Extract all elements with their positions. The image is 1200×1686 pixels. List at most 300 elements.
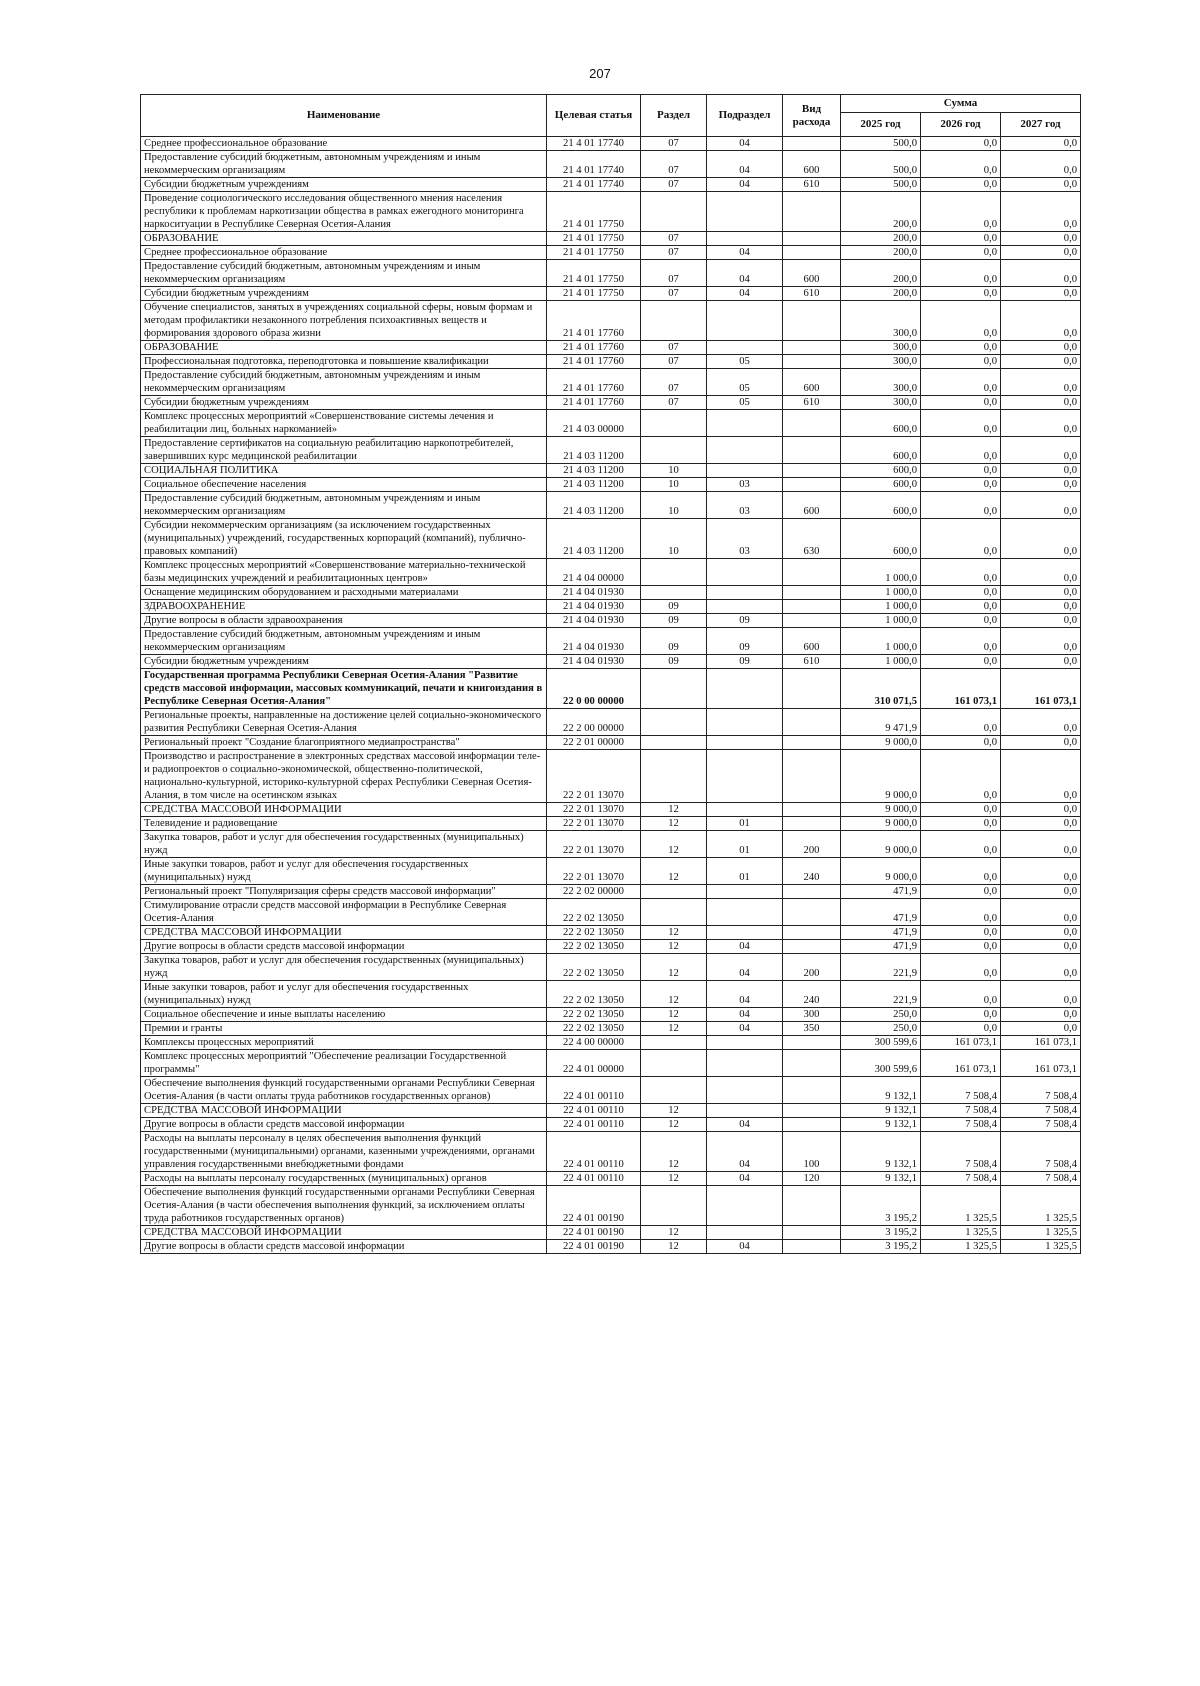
cell-2027: 0,0 [1001, 1022, 1081, 1036]
cell-target: 21 4 03 11200 [547, 519, 641, 559]
cell-section [641, 899, 707, 926]
cell-section: 12 [641, 858, 707, 885]
cell-2026: 0,0 [921, 954, 1001, 981]
cell-2026: 0,0 [921, 858, 1001, 885]
cell-expense-type: 600 [783, 260, 841, 287]
cell-subsection [707, 899, 783, 926]
cell-2025: 1 000,0 [841, 628, 921, 655]
cell-subsection [707, 559, 783, 586]
cell-2026: 1 325,5 [921, 1186, 1001, 1226]
cell-2027: 0,0 [1001, 559, 1081, 586]
cell-2025: 200,0 [841, 232, 921, 246]
cell-subsection [707, 1036, 783, 1050]
cell-2027: 7 508,4 [1001, 1132, 1081, 1172]
cell-expense-type [783, 137, 841, 151]
cell-section: 12 [641, 803, 707, 817]
cell-target: 21 4 01 17740 [547, 137, 641, 151]
cell-expense-type [783, 1118, 841, 1132]
cell-section: 07 [641, 341, 707, 355]
table-row [141, 1036, 1081, 1050]
cell-2026: 0,0 [921, 369, 1001, 396]
table-row [141, 1226, 1081, 1240]
cell-2026: 0,0 [921, 750, 1001, 803]
cell-section: 07 [641, 287, 707, 301]
cell-target: 22 4 01 00110 [547, 1104, 641, 1118]
cell-2025: 600,0 [841, 519, 921, 559]
cell-2025: 200,0 [841, 287, 921, 301]
cell-2027: 0,0 [1001, 437, 1081, 464]
cell-2027: 0,0 [1001, 885, 1081, 899]
cell-2025: 9 000,0 [841, 858, 921, 885]
table-row [141, 750, 1081, 803]
table-row [141, 1240, 1081, 1254]
table-row [141, 492, 1081, 519]
cell-2026: 7 508,4 [921, 1118, 1001, 1132]
cell-2027: 0,0 [1001, 750, 1081, 803]
cell-2027: 0,0 [1001, 858, 1081, 885]
cell-2027: 0,0 [1001, 260, 1081, 287]
cell-target: 21 4 03 00000 [547, 410, 641, 437]
table-row [141, 1077, 1081, 1104]
cell-expense-type [783, 355, 841, 369]
cell-2027: 0,0 [1001, 899, 1081, 926]
cell-2025: 9 132,1 [841, 1118, 921, 1132]
cell-2025: 471,9 [841, 940, 921, 954]
cell-subsection [707, 341, 783, 355]
cell-target: 22 0 00 00000 [547, 669, 641, 709]
cell-target: 22 2 01 13070 [547, 750, 641, 803]
cell-2026: 0,0 [921, 1022, 1001, 1036]
cell-name: Профессиональная подготовка, переподготовка и повышение квалификации [141, 355, 547, 369]
table-row [141, 246, 1081, 260]
cell-2027: 7 508,4 [1001, 1118, 1081, 1132]
cell-expense-type: 200 [783, 831, 841, 858]
table-row [141, 192, 1081, 232]
cell-2026: 0,0 [921, 260, 1001, 287]
table-row [141, 817, 1081, 831]
cell-subsection [707, 1050, 783, 1077]
cell-name: Обеспечение выполнения функций государственными органами Республики Северная Осетия-Алания (в части обеспечения выполнения функций, за исключением оплаты труда работников государственных органов) [141, 1186, 547, 1226]
table-row [141, 1132, 1081, 1172]
cell-subsection: 09 [707, 655, 783, 669]
cell-2026: 161 073,1 [921, 1050, 1001, 1077]
cell-target: 22 2 02 13050 [547, 926, 641, 940]
cell-target: 22 4 01 00110 [547, 1118, 641, 1132]
cell-section: 12 [641, 954, 707, 981]
cell-subsection: 04 [707, 954, 783, 981]
cell-name: ОБРАЗОВАНИЕ [141, 232, 547, 246]
cell-section: 07 [641, 178, 707, 192]
cell-section [641, 1077, 707, 1104]
cell-2026: 0,0 [921, 628, 1001, 655]
cell-expense-type: 100 [783, 1132, 841, 1172]
cell-name: Комплекс процессных мероприятий «Совершенствование системы лечения и реабилитации лиц, больных наркоманией» [141, 410, 547, 437]
cell-name: Расходы на выплаты персоналу в целях обеспечения выполнения функций государственными (муниципальными) органами, казенными учреждениями, органами управления государственными внебюджетными фондами [141, 1132, 547, 1172]
cell-target: 22 4 01 00110 [547, 1172, 641, 1186]
cell-2025: 471,9 [841, 885, 921, 899]
cell-subsection: 04 [707, 1022, 783, 1036]
cell-2025: 200,0 [841, 192, 921, 232]
cell-2027: 0,0 [1001, 954, 1081, 981]
cell-section: 07 [641, 151, 707, 178]
cell-name: ЗДРАВООХРАНЕНИЕ [141, 600, 547, 614]
cell-2027: 0,0 [1001, 600, 1081, 614]
cell-2026: 0,0 [921, 736, 1001, 750]
cell-subsection [707, 709, 783, 736]
cell-2026: 161 073,1 [921, 669, 1001, 709]
cell-2025: 221,9 [841, 954, 921, 981]
cell-name: Комплекс процессных мероприятий "Обеспечение реализации Государственной программы" [141, 1050, 547, 1077]
cell-subsection [707, 803, 783, 817]
cell-2026: 0,0 [921, 232, 1001, 246]
cell-2027: 0,0 [1001, 341, 1081, 355]
table-row [141, 736, 1081, 750]
cell-subsection: 04 [707, 137, 783, 151]
cell-2026: 0,0 [921, 817, 1001, 831]
cell-2027: 1 325,5 [1001, 1240, 1081, 1254]
cell-expense-type [783, 669, 841, 709]
cell-target: 21 4 03 11200 [547, 437, 641, 464]
cell-2027: 0,0 [1001, 369, 1081, 396]
cell-2027: 0,0 [1001, 628, 1081, 655]
cell-2025: 310 071,5 [841, 669, 921, 709]
cell-name: Субсидии некоммерческим организациям (за исключением государственных (муниципальных) учреждений, государственных корпораций (компаний), публично-правовых компаний) [141, 519, 547, 559]
cell-expense-type: 240 [783, 981, 841, 1008]
cell-expense-type [783, 600, 841, 614]
header-sum: Сумма [841, 95, 1081, 113]
table-row [141, 137, 1081, 151]
cell-target: 22 2 00 00000 [547, 709, 641, 736]
cell-2026: 0,0 [921, 655, 1001, 669]
cell-expense-type [783, 817, 841, 831]
cell-subsection [707, 750, 783, 803]
cell-expense-type: 600 [783, 151, 841, 178]
cell-section [641, 1050, 707, 1077]
cell-target: 21 4 04 01930 [547, 614, 641, 628]
cell-section: 12 [641, 1132, 707, 1172]
cell-2026: 0,0 [921, 899, 1001, 926]
cell-2025: 500,0 [841, 151, 921, 178]
cell-name: СРЕДСТВА МАССОВОЙ ИНФОРМАЦИИ [141, 1104, 547, 1118]
cell-2027: 7 508,4 [1001, 1077, 1081, 1104]
cell-name: Региональный проект "Популяризация сферы средств массовой информации" [141, 885, 547, 899]
cell-expense-type: 610 [783, 396, 841, 410]
cell-expense-type [783, 885, 841, 899]
cell-section: 12 [641, 1172, 707, 1186]
cell-2027: 0,0 [1001, 137, 1081, 151]
cell-target: 21 4 01 17750 [547, 192, 641, 232]
header-subsection: Подраздел [707, 95, 783, 137]
cell-target: 22 2 01 13070 [547, 831, 641, 858]
table-row [141, 858, 1081, 885]
cell-section [641, 750, 707, 803]
table-row [141, 600, 1081, 614]
cell-subsection [707, 586, 783, 600]
cell-target: 21 4 01 17760 [547, 341, 641, 355]
table-row [141, 940, 1081, 954]
cell-2027: 7 508,4 [1001, 1172, 1081, 1186]
cell-target: 21 4 01 17750 [547, 260, 641, 287]
cell-2027: 0,0 [1001, 287, 1081, 301]
cell-2026: 7 508,4 [921, 1132, 1001, 1172]
cell-target: 21 4 04 00000 [547, 559, 641, 586]
cell-name: Субсидии бюджетным учреждениям [141, 396, 547, 410]
cell-expense-type: 610 [783, 287, 841, 301]
cell-section: 12 [641, 1008, 707, 1022]
cell-section: 10 [641, 519, 707, 559]
table-row [141, 232, 1081, 246]
cell-section: 09 [641, 628, 707, 655]
cell-name: Государственная программа Республики Северная Осетия-Алания "Развитие средств массовой информации, массовых коммуникаций, печати и книгоиздания в Республике Северная Осетия-Алания" [141, 669, 547, 709]
cell-section: 07 [641, 246, 707, 260]
table-row [141, 559, 1081, 586]
cell-2026: 0,0 [921, 586, 1001, 600]
cell-2025: 221,9 [841, 981, 921, 1008]
cell-target: 22 4 01 00110 [547, 1132, 641, 1172]
cell-expense-type: 120 [783, 1172, 841, 1186]
cell-2026: 1 325,5 [921, 1226, 1001, 1240]
cell-subsection: 09 [707, 614, 783, 628]
table-row [141, 478, 1081, 492]
cell-section [641, 410, 707, 437]
table-row [141, 410, 1081, 437]
cell-expense-type [783, 559, 841, 586]
table-row [141, 287, 1081, 301]
cell-subsection [707, 1186, 783, 1226]
cell-subsection [707, 410, 783, 437]
table-row [141, 355, 1081, 369]
table-row [141, 803, 1081, 817]
cell-section: 07 [641, 355, 707, 369]
cell-section [641, 885, 707, 899]
cell-target: 21 4 01 17760 [547, 369, 641, 396]
header-2027: 2027 год [1001, 113, 1081, 137]
cell-2027: 0,0 [1001, 940, 1081, 954]
cell-expense-type [783, 1186, 841, 1226]
cell-2025: 300 599,6 [841, 1050, 921, 1077]
cell-2025: 250,0 [841, 1008, 921, 1022]
cell-expense-type [783, 736, 841, 750]
cell-2027: 0,0 [1001, 586, 1081, 600]
cell-2025: 200,0 [841, 260, 921, 287]
cell-subsection: 04 [707, 1240, 783, 1254]
cell-section [641, 709, 707, 736]
cell-name: СОЦИАЛЬНАЯ ПОЛИТИКА [141, 464, 547, 478]
cell-name: Оснащение медицинским оборудованием и расходными материалами [141, 586, 547, 600]
table-row [141, 669, 1081, 709]
cell-2025: 9 000,0 [841, 817, 921, 831]
table-row [141, 1186, 1081, 1226]
header-2025: 2025 год [841, 113, 921, 137]
cell-2025: 500,0 [841, 178, 921, 192]
cell-expense-type: 240 [783, 858, 841, 885]
cell-expense-type [783, 341, 841, 355]
cell-expense-type [783, 232, 841, 246]
cell-target: 21 4 01 17740 [547, 178, 641, 192]
cell-target: 21 4 04 01930 [547, 600, 641, 614]
cell-expense-type [783, 437, 841, 464]
cell-name: Комплексы процессных мероприятий [141, 1036, 547, 1050]
table-row [141, 396, 1081, 410]
cell-expense-type [783, 1226, 841, 1240]
table-row [141, 831, 1081, 858]
cell-2026: 161 073,1 [921, 1036, 1001, 1050]
cell-name: Комплекс процессных мероприятий «Совершенствование материально-технической базы медицинских учреждений и реабилитационных центров» [141, 559, 547, 586]
cell-2026: 0,0 [921, 519, 1001, 559]
cell-2025: 9 132,1 [841, 1077, 921, 1104]
table-body [141, 137, 1081, 1254]
cell-2026: 0,0 [921, 301, 1001, 341]
cell-2025: 3 195,2 [841, 1240, 921, 1254]
cell-2025: 3 195,2 [841, 1186, 921, 1226]
cell-target: 22 2 02 13050 [547, 981, 641, 1008]
cell-expense-type [783, 246, 841, 260]
cell-section: 12 [641, 1022, 707, 1036]
table-row [141, 981, 1081, 1008]
cell-2025: 600,0 [841, 437, 921, 464]
cell-2026: 0,0 [921, 885, 1001, 899]
cell-section [641, 437, 707, 464]
cell-expense-type [783, 478, 841, 492]
cell-section: 12 [641, 1226, 707, 1240]
cell-name: Другие вопросы в области средств массовой информации [141, 940, 547, 954]
cell-subsection [707, 437, 783, 464]
cell-expense-type [783, 803, 841, 817]
cell-expense-type [783, 709, 841, 736]
cell-name: Телевидение и радиовещание [141, 817, 547, 831]
cell-section: 10 [641, 492, 707, 519]
budget-table [140, 94, 1081, 1254]
cell-2025: 600,0 [841, 464, 921, 478]
cell-2026: 1 325,5 [921, 1240, 1001, 1254]
cell-section: 10 [641, 464, 707, 478]
table-row [141, 954, 1081, 981]
table-row [141, 628, 1081, 655]
cell-section: 07 [641, 369, 707, 396]
table-row [141, 655, 1081, 669]
cell-2026: 0,0 [921, 437, 1001, 464]
cell-name: Социальное обеспечение населения [141, 478, 547, 492]
cell-subsection [707, 736, 783, 750]
cell-section [641, 301, 707, 341]
cell-target: 22 4 01 00110 [547, 1077, 641, 1104]
cell-section: 12 [641, 940, 707, 954]
cell-subsection: 01 [707, 858, 783, 885]
cell-2026: 0,0 [921, 151, 1001, 178]
table-row [141, 437, 1081, 464]
cell-section [641, 192, 707, 232]
cell-name: Иные закупки товаров, работ и услуг для обеспечения государственных (муниципальных) нужд [141, 981, 547, 1008]
cell-subsection: 03 [707, 478, 783, 492]
cell-section: 09 [641, 614, 707, 628]
header-target: Целевая статья [547, 95, 641, 137]
cell-expense-type [783, 1104, 841, 1118]
cell-expense-type [783, 750, 841, 803]
cell-2027: 0,0 [1001, 817, 1081, 831]
cell-2027: 0,0 [1001, 492, 1081, 519]
table-row [141, 464, 1081, 478]
cell-name: Премии и гранты [141, 1022, 547, 1036]
cell-2025: 300,0 [841, 369, 921, 396]
cell-name: Предоставление сертификатов на социальную реабилитацию наркопотребителей, завершивших курс медицинской реабилитации [141, 437, 547, 464]
cell-2025: 9 000,0 [841, 736, 921, 750]
cell-target: 22 4 01 00000 [547, 1050, 641, 1077]
cell-subsection [707, 1226, 783, 1240]
table-row [141, 926, 1081, 940]
cell-2025: 9 132,1 [841, 1132, 921, 1172]
cell-2025: 500,0 [841, 137, 921, 151]
cell-name: Стимулирование отрасли средств массовой информации в Республике Северная Осетия-Алания [141, 899, 547, 926]
cell-2026: 0,0 [921, 600, 1001, 614]
cell-expense-type: 600 [783, 628, 841, 655]
cell-2027: 0,0 [1001, 410, 1081, 437]
cell-expense-type [783, 1050, 841, 1077]
cell-2026: 0,0 [921, 355, 1001, 369]
cell-subsection: 09 [707, 628, 783, 655]
cell-2025: 9 471,9 [841, 709, 921, 736]
cell-expense-type [783, 464, 841, 478]
cell-subsection [707, 669, 783, 709]
cell-name: Среднее профессиональное образование [141, 137, 547, 151]
cell-section: 09 [641, 655, 707, 669]
table-row [141, 1022, 1081, 1036]
cell-subsection: 05 [707, 369, 783, 396]
cell-name: Иные закупки товаров, работ и услуг для обеспечения государственных (муниципальных) нужд [141, 858, 547, 885]
cell-name: Обеспечение выполнения функций государственными органами Республики Северная Осетия-Алания (в части оплаты труда работников государственных органов) [141, 1077, 547, 1104]
cell-2027: 161 073,1 [1001, 1036, 1081, 1050]
table-row [141, 369, 1081, 396]
table-row [141, 260, 1081, 287]
cell-2025: 9 000,0 [841, 750, 921, 803]
cell-target: 22 4 01 00190 [547, 1226, 641, 1240]
cell-expense-type [783, 410, 841, 437]
header-section: Раздел [641, 95, 707, 137]
cell-2025: 3 195,2 [841, 1226, 921, 1240]
cell-target: 22 2 01 13070 [547, 817, 641, 831]
cell-expense-type: 630 [783, 519, 841, 559]
cell-subsection [707, 1104, 783, 1118]
cell-2027: 0,0 [1001, 519, 1081, 559]
cell-2027: 161 073,1 [1001, 669, 1081, 709]
cell-2026: 7 508,4 [921, 1104, 1001, 1118]
cell-name: Обучение специалистов, занятых в учреждениях социальной сферы, новым формам и методам профилактики незаконного потребления психоактивных веществ и формирования здорового образа жизни [141, 301, 547, 341]
cell-2026: 0,0 [921, 246, 1001, 260]
cell-subsection: 04 [707, 1118, 783, 1132]
cell-subsection: 01 [707, 817, 783, 831]
cell-2027: 0,0 [1001, 981, 1081, 1008]
cell-target: 22 2 02 13050 [547, 1022, 641, 1036]
cell-2025: 300,0 [841, 301, 921, 341]
cell-subsection [707, 885, 783, 899]
cell-2027: 0,0 [1001, 926, 1081, 940]
cell-subsection: 05 [707, 396, 783, 410]
cell-2027: 0,0 [1001, 355, 1081, 369]
cell-2025: 200,0 [841, 246, 921, 260]
cell-name: Другие вопросы в области здравоохранения [141, 614, 547, 628]
table-row [141, 1172, 1081, 1186]
table-row [141, 151, 1081, 178]
cell-2027: 0,0 [1001, 301, 1081, 341]
cell-2025: 471,9 [841, 926, 921, 940]
cell-expense-type [783, 1077, 841, 1104]
cell-target: 21 4 01 17740 [547, 151, 641, 178]
table-row [141, 519, 1081, 559]
cell-expense-type [783, 301, 841, 341]
cell-target: 21 4 04 01930 [547, 628, 641, 655]
cell-target: 21 4 01 17750 [547, 232, 641, 246]
cell-2026: 0,0 [921, 981, 1001, 1008]
cell-name: Предоставление субсидий бюджетным, автономным учреждениям и иным некоммерческим организациям [141, 151, 547, 178]
